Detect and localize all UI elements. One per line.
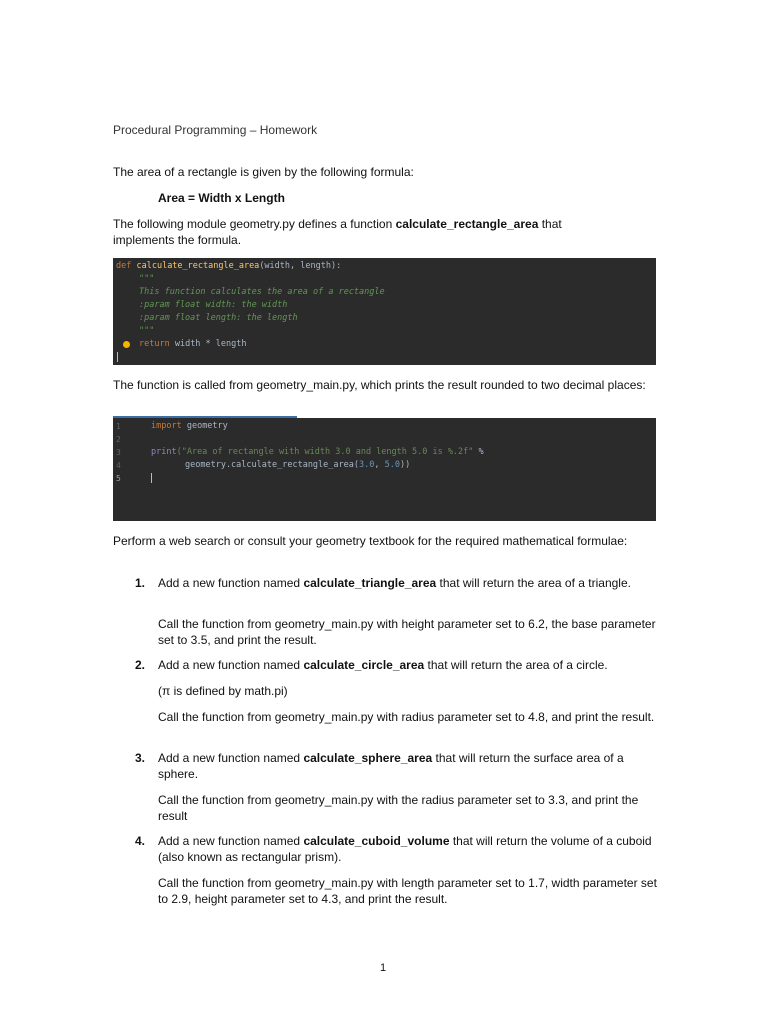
code-module-name: geometry: [181, 421, 228, 431]
code-return-expr: width * length: [169, 339, 247, 349]
code-function-name: calculate_rectangle_area: [136, 261, 260, 271]
code-line-docstring-open: """: [139, 274, 155, 284]
code-line-docstring-close: """: [139, 326, 155, 336]
module-desc-function: calculate_rectangle_area: [395, 217, 539, 231]
code-operator: %: [473, 447, 484, 457]
task-number: 2.: [135, 658, 146, 672]
task-3-text: [158, 750, 658, 782]
task-text-post: that will return the area of a circle.: [424, 658, 608, 672]
task-4-text: [158, 833, 658, 865]
task-number: 1.: [135, 576, 146, 590]
task-2-note: (π is defined by math.pi): [158, 684, 288, 698]
line-number: 1: [116, 422, 121, 431]
code-keyword-import: import: [151, 421, 182, 431]
task-4-detail: Call the function from geometry_main.py with length parameter set to 1.7, width parameter set to 2.9, height parameter set to 4.3, and print the result.: [158, 876, 657, 906]
task-text-post: that will return the area of a triangle.: [436, 576, 631, 590]
task-function-name: calculate_sphere_area: [303, 751, 433, 765]
module-description: [113, 216, 613, 248]
task-number: 4.: [135, 834, 146, 848]
formula-text: Area = Width x Length: [158, 191, 285, 205]
code-number: 5.0: [384, 460, 400, 470]
task-text-pre: Add a new function named: [158, 751, 304, 765]
code-builtin-print: print: [151, 447, 177, 457]
task-2-detail: Call the function from geometry_main.py with radius parameter set to 4.8, and print the result.: [158, 710, 655, 724]
line-number: 2: [116, 435, 121, 444]
code-line-import: [151, 420, 228, 433]
task-text-post: that will return the volume of a cuboid (also known as rectangular prism).: [158, 834, 652, 864]
code-params: (width, length):: [259, 261, 342, 271]
task-text-pre: Add a new function named: [158, 576, 304, 590]
task-2-text: [158, 657, 658, 673]
code-keyword-return: return: [139, 339, 170, 349]
task-number: 3.: [135, 751, 146, 765]
page-number: 1: [380, 962, 387, 974]
module-desc-pre: The following module geometry.py defines a function: [113, 217, 396, 231]
text-caret: [151, 473, 152, 483]
task-text-pre: Add a new function named: [158, 658, 304, 672]
code-line-return: [139, 338, 246, 351]
module-desc-post: that implements the formula.: [113, 217, 562, 247]
line-number: 5: [116, 474, 121, 483]
instructions: Perform a web search or consult your geometry textbook for the required mathematical formulae:: [113, 534, 628, 548]
task-1-detail: Call the function from geometry_main.py with height parameter set to 6.2, the base parameter set to 3.5, and print the result.: [158, 617, 656, 647]
code-separator: ,: [374, 460, 385, 470]
code-line-call: [185, 459, 410, 472]
task-1-text: [158, 575, 658, 591]
code-call-expr: geometry.calculate_rectangle_area(: [185, 460, 359, 470]
code-block-rectangle-area: [113, 258, 656, 365]
code-string: ("Area of rectangle with width 3.0 and length 5.0 is %.2f": [176, 447, 474, 457]
task-function-name: calculate_circle_area: [303, 658, 425, 672]
task-text-pre: Add a new function named: [158, 834, 304, 848]
code-line-def: [116, 260, 341, 273]
text-caret: [117, 352, 118, 362]
task-function-name: calculate_triangle_area: [303, 576, 437, 590]
task-function-name: calculate_cuboid_volume: [303, 834, 450, 848]
task-3-detail: Call the function from geometry_main.py with the radius parameter set to 3.3, and print the result: [158, 793, 639, 823]
code-block-main: [113, 418, 656, 521]
document-header: Procedural Programming – Homework: [113, 123, 318, 137]
bulb-icon[interactable]: [123, 341, 130, 348]
intro-text: The area of a rectangle is given by the following formula:: [113, 165, 414, 179]
code-keyword: def: [116, 261, 137, 271]
code-closing: )): [399, 460, 411, 470]
code-line-docstring-width: :param float width: the width: [139, 300, 288, 310]
line-number: 4: [116, 461, 121, 470]
line-number: 3: [116, 448, 121, 457]
code-line-print: [151, 446, 484, 459]
call-description: The function is called from geometry_main.py, which prints the result rounded to two decimal places:: [113, 378, 646, 392]
code-line-docstring-length: :param float length: the length: [139, 313, 298, 323]
code-line-docstring-desc: This function calculates the area of a rectangle: [139, 287, 385, 297]
formula: [158, 190, 285, 206]
task-text-post: that will return the surface area of a sphere.: [158, 751, 624, 781]
code-number: 3.0: [359, 460, 375, 470]
